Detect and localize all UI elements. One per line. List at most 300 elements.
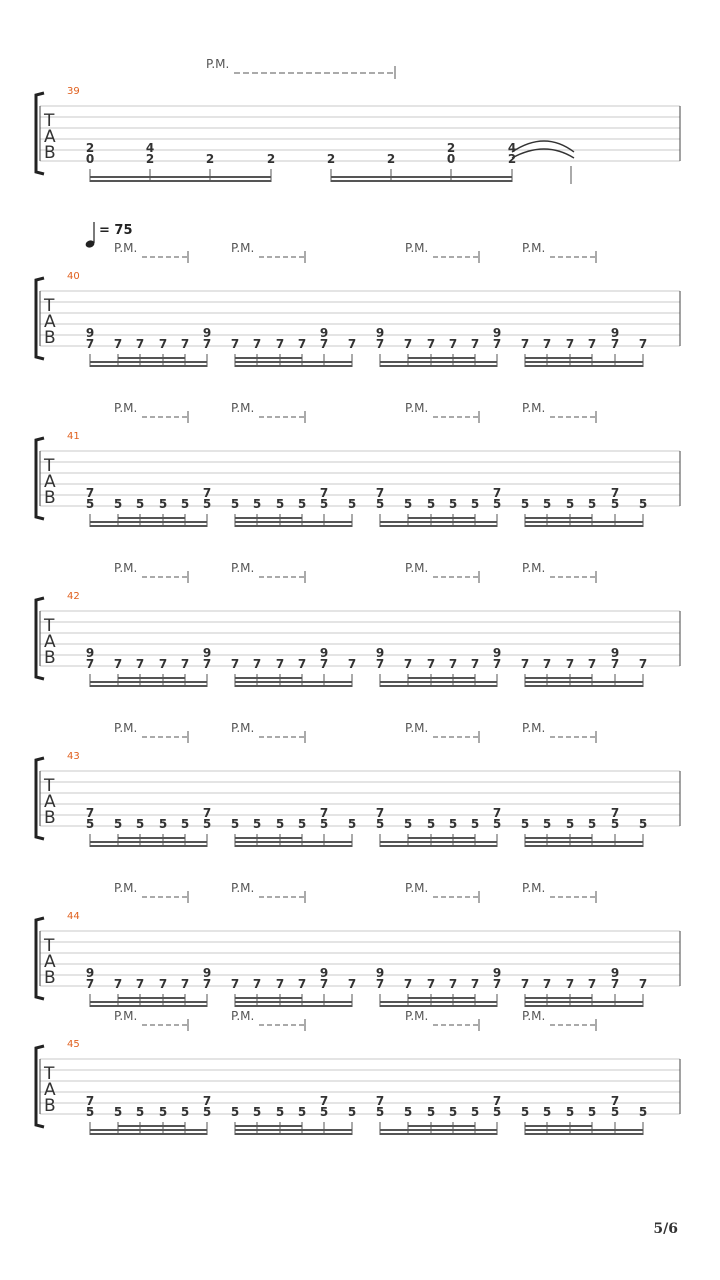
fret-number: 5	[520, 817, 530, 831]
fret-number: 7	[347, 977, 357, 991]
fret-number: 5	[180, 817, 190, 831]
fret-number: 2	[386, 152, 396, 166]
tab-clef-letter: B	[44, 328, 56, 348]
beam	[90, 841, 207, 843]
palm-mute-label: P.M.	[114, 241, 138, 255]
fret-number: 9	[85, 326, 95, 340]
fret-number: 2	[85, 141, 95, 155]
palm-mute-label: P.M.	[522, 241, 546, 255]
fret-number: 5	[230, 497, 240, 511]
beam	[380, 525, 497, 527]
beam	[235, 1133, 352, 1135]
fret-number: 5	[297, 1105, 307, 1119]
fret-number: 5	[113, 817, 123, 831]
beam	[235, 677, 302, 679]
fret-number: 5	[565, 1105, 575, 1119]
beam	[90, 1005, 207, 1007]
beam	[118, 677, 185, 679]
fret-number: 7	[113, 337, 123, 351]
beam	[380, 681, 497, 683]
beam	[525, 685, 643, 687]
fret-number: 9	[85, 646, 95, 660]
fret-number: 5	[638, 817, 648, 831]
fret-number: 5	[180, 497, 190, 511]
fret-number: 7	[252, 977, 262, 991]
fret-number: 7	[375, 657, 385, 671]
beam	[380, 1001, 497, 1003]
palm-mute-label: P.M.	[114, 721, 138, 735]
fret-number: 7	[587, 337, 597, 351]
beam	[90, 1133, 207, 1135]
beam	[90, 365, 207, 367]
fret-number: 7	[403, 657, 413, 671]
beam	[525, 997, 592, 999]
fret-number: 7	[202, 337, 212, 351]
fret-number: 5	[638, 497, 648, 511]
fret-number: 5	[470, 1105, 480, 1119]
fret-number: 9	[202, 326, 212, 340]
fret-number: 5	[610, 817, 620, 831]
tab-clef-letter: A	[44, 472, 56, 492]
beam	[235, 1001, 352, 1003]
fret-number: 7	[403, 977, 413, 991]
fret-number: 5	[610, 1105, 620, 1119]
palm-mute-label: P.M.	[114, 561, 138, 575]
fret-number: 5	[470, 817, 480, 831]
fret-number: 2	[446, 141, 456, 155]
fret-number: 5	[426, 817, 436, 831]
measure-number: 39	[67, 86, 80, 97]
palm-mute-label: P.M.	[231, 721, 255, 735]
fret-number: 5	[180, 1105, 190, 1119]
beam	[380, 845, 497, 847]
palm-mute-label: P.M.	[405, 401, 429, 415]
beam	[380, 685, 497, 687]
fret-number: 7	[638, 337, 648, 351]
beam	[90, 681, 207, 683]
fret-number: 7	[135, 657, 145, 671]
beam	[235, 357, 302, 359]
beam	[408, 517, 475, 519]
fret-number: 5	[135, 817, 145, 831]
fret-number: 5	[275, 817, 285, 831]
measure-number: 42	[67, 591, 80, 602]
fret-number: 5	[375, 817, 385, 831]
palm-mute-label: P.M.	[206, 57, 230, 71]
fret-number: 9	[202, 646, 212, 660]
tab-clef-letter: B	[44, 1096, 56, 1116]
beam	[525, 525, 643, 527]
fret-number: 5	[347, 497, 357, 511]
beam	[235, 845, 352, 847]
fret-number: 7	[85, 486, 95, 500]
fret-number: 9	[319, 966, 329, 980]
beam	[525, 1125, 592, 1127]
staff-system	[36, 241, 680, 367]
fret-number: 7	[319, 486, 329, 500]
fret-number: 5	[375, 1105, 385, 1119]
beam	[408, 1125, 475, 1127]
fret-number: 7	[610, 486, 620, 500]
palm-mute-label: P.M.	[405, 241, 429, 255]
fret-number: 9	[610, 326, 620, 340]
fret-number: 9	[319, 646, 329, 660]
fret-number: 7	[252, 657, 262, 671]
beam	[90, 180, 271, 182]
fret-number: 7	[492, 486, 502, 500]
beam	[235, 1125, 302, 1127]
fret-number: 7	[113, 657, 123, 671]
beam	[118, 837, 185, 839]
beam	[235, 365, 352, 367]
beam	[380, 521, 497, 523]
fret-number: 5	[158, 817, 168, 831]
fret-number: 9	[375, 326, 385, 340]
fret-number: 5	[347, 817, 357, 831]
tab-clef-letter: B	[44, 143, 56, 163]
fret-number: 7	[252, 337, 262, 351]
fret-number: 5	[347, 1105, 357, 1119]
fret-number: 7	[492, 977, 502, 991]
fret-number: 7	[230, 337, 240, 351]
tab-clef-letter: T	[44, 616, 55, 636]
beam	[525, 521, 643, 523]
fret-number: 5	[275, 1105, 285, 1119]
fret-number: 5	[158, 1105, 168, 1119]
palm-mute-label: P.M.	[405, 721, 429, 735]
fret-number: 7	[202, 1094, 212, 1108]
beam	[380, 1133, 497, 1135]
fret-number: 7	[85, 977, 95, 991]
measure-number: 44	[67, 911, 80, 922]
measure-number: 41	[67, 431, 80, 442]
fret-number: 5	[492, 1105, 502, 1119]
beam	[380, 1005, 497, 1007]
fret-number: 5	[520, 497, 530, 511]
fret-number: 7	[638, 977, 648, 991]
fret-number: 5	[230, 817, 240, 831]
palm-mute-label: P.M.	[522, 721, 546, 735]
fret-number: 2	[145, 152, 155, 166]
fret-number: 5	[565, 497, 575, 511]
fret-number: 5	[610, 497, 620, 511]
beam	[525, 845, 643, 847]
fret-number: 5	[113, 1105, 123, 1119]
fret-number: 7	[542, 977, 552, 991]
fret-number: 7	[297, 977, 307, 991]
fret-number: 5	[587, 1105, 597, 1119]
fret-number: 2	[266, 152, 276, 166]
fret-number: 7	[319, 1094, 329, 1108]
fret-number: 7	[542, 657, 552, 671]
fret-number: 7	[85, 657, 95, 671]
fret-number: 7	[275, 977, 285, 991]
fret-number: 7	[113, 977, 123, 991]
fret-number: 5	[113, 497, 123, 511]
fret-number: 5	[319, 1105, 329, 1119]
fret-number: 7	[319, 806, 329, 820]
fret-number: 7	[470, 977, 480, 991]
fret-number: 5	[403, 817, 413, 831]
fret-number: 5	[319, 497, 329, 511]
tab-clef-letter: A	[44, 1080, 56, 1100]
fret-number: 9	[85, 966, 95, 980]
beam	[235, 521, 352, 523]
beam	[118, 997, 185, 999]
beam	[235, 837, 302, 839]
beam	[408, 677, 475, 679]
beam	[118, 357, 185, 359]
fret-number: 7	[319, 657, 329, 671]
tab-clef-letter: T	[44, 111, 55, 131]
beam	[90, 361, 207, 363]
palm-mute-label: P.M.	[405, 1009, 429, 1023]
fret-number: 7	[448, 657, 458, 671]
fret-number: 5	[587, 817, 597, 831]
fret-number: 7	[610, 657, 620, 671]
palm-mute-label: P.M.	[114, 401, 138, 415]
fret-number: 2	[205, 152, 215, 166]
fret-number: 5	[492, 817, 502, 831]
tempo-value: = 75	[99, 223, 133, 238]
staff-system	[36, 401, 680, 527]
beam	[380, 361, 497, 363]
tab-clef-letter: T	[44, 296, 55, 316]
fret-number: 7	[520, 657, 530, 671]
fret-number: 5	[448, 1105, 458, 1119]
fret-number: 7	[85, 806, 95, 820]
beam	[90, 525, 207, 527]
beam	[408, 837, 475, 839]
fret-number: 7	[85, 337, 95, 351]
palm-mute-label: P.M.	[405, 881, 429, 895]
fret-number: 5	[448, 817, 458, 831]
fret-number: 5	[448, 497, 458, 511]
beam	[118, 1125, 185, 1127]
fret-number: 7	[158, 657, 168, 671]
fret-number: 5	[542, 817, 552, 831]
fret-number: 2	[507, 152, 517, 166]
fret-number: 9	[492, 646, 502, 660]
fret-number: 5	[403, 497, 413, 511]
beam	[235, 517, 302, 519]
palm-mute-label: P.M.	[522, 561, 546, 575]
fret-number: 5	[252, 1105, 262, 1119]
fret-number: 7	[470, 337, 480, 351]
palm-mute-label: P.M.	[231, 241, 255, 255]
fret-number: 5	[135, 497, 145, 511]
fret-number: 9	[610, 646, 620, 660]
tab-clef-letter: T	[44, 776, 55, 796]
tab-clef-letter: B	[44, 808, 56, 828]
fret-number: 5	[202, 817, 212, 831]
beam	[235, 685, 352, 687]
fret-number: 7	[492, 657, 502, 671]
beam	[525, 1005, 643, 1007]
tab-clef-letter: A	[44, 312, 56, 332]
fret-number: 4	[145, 141, 155, 155]
fret-number: 9	[492, 326, 502, 340]
fret-number: 5	[520, 1105, 530, 1119]
palm-mute-label: P.M.	[231, 1009, 255, 1023]
beam	[525, 365, 643, 367]
fret-number: 5	[85, 497, 95, 511]
fret-number: 5	[565, 817, 575, 831]
fret-number: 5	[375, 497, 385, 511]
fret-number: 7	[202, 977, 212, 991]
fret-number: 5	[85, 817, 95, 831]
fret-number: 7	[610, 806, 620, 820]
fret-number: 7	[492, 337, 502, 351]
fret-number: 5	[297, 497, 307, 511]
beam	[380, 841, 497, 843]
tab-clef-letter: A	[44, 127, 56, 147]
beam	[235, 841, 352, 843]
fret-number: 5	[426, 497, 436, 511]
fret-number: 5	[230, 1105, 240, 1119]
measure-number: 45	[67, 1039, 80, 1050]
palm-mute-label: P.M.	[231, 401, 255, 415]
fret-number: 5	[426, 1105, 436, 1119]
fret-number: 5	[275, 497, 285, 511]
fret-number: 0	[446, 152, 456, 166]
fret-number: 7	[375, 977, 385, 991]
fret-number: 9	[492, 966, 502, 980]
beam	[525, 841, 643, 843]
palm-mute-label: P.M.	[231, 881, 255, 895]
fret-number: 5	[85, 1105, 95, 1119]
fret-number: 7	[470, 657, 480, 671]
beam	[90, 176, 271, 178]
fret-number: 7	[375, 1094, 385, 1108]
fret-number: 7	[492, 1094, 502, 1108]
beam	[118, 517, 185, 519]
fret-number: 7	[319, 977, 329, 991]
fret-number: 7	[565, 337, 575, 351]
palm-mute-label: P.M.	[114, 1009, 138, 1023]
beam	[525, 681, 643, 683]
fret-number: 5	[470, 497, 480, 511]
fret-number: 7	[275, 337, 285, 351]
measure-number: 43	[67, 751, 80, 762]
beam	[90, 685, 207, 687]
fret-number: 7	[426, 977, 436, 991]
fret-number: 9	[375, 646, 385, 660]
measure-number: 40	[67, 271, 80, 282]
fret-number: 7	[587, 977, 597, 991]
fret-number: 7	[135, 977, 145, 991]
beam	[525, 677, 592, 679]
fret-number: 7	[610, 337, 620, 351]
beam	[331, 180, 512, 182]
fret-number: 7	[347, 337, 357, 351]
beam	[235, 681, 352, 683]
tab-clef-letter: A	[44, 632, 56, 652]
beam	[525, 517, 592, 519]
staff-system	[36, 57, 680, 184]
fret-number: 9	[319, 326, 329, 340]
fret-number: 7	[565, 977, 575, 991]
fret-number: 5	[492, 497, 502, 511]
fret-number: 5	[403, 1105, 413, 1119]
fret-number: 0	[85, 152, 95, 166]
beam	[90, 1001, 207, 1003]
beam	[525, 1001, 643, 1003]
fret-number: 7	[85, 1094, 95, 1108]
beam	[408, 357, 475, 359]
beam	[90, 845, 207, 847]
beam	[525, 1133, 643, 1135]
beam	[235, 1129, 352, 1131]
fret-number: 9	[202, 966, 212, 980]
fret-number: 7	[638, 657, 648, 671]
beam	[380, 365, 497, 367]
fret-number: 5	[638, 1105, 648, 1119]
fret-number: 7	[297, 337, 307, 351]
beam	[235, 361, 352, 363]
staff-system	[36, 1009, 680, 1135]
beam	[235, 1005, 352, 1007]
fret-number: 5	[135, 1105, 145, 1119]
fret-number: 5	[158, 497, 168, 511]
tab-clef-letter: B	[44, 968, 56, 988]
fret-number: 7	[202, 806, 212, 820]
fret-number: 7	[375, 486, 385, 500]
fret-number: 7	[135, 337, 145, 351]
fret-number: 7	[520, 337, 530, 351]
staff-system	[36, 561, 680, 687]
palm-mute-label: P.M.	[522, 401, 546, 415]
fret-number: 7	[610, 977, 620, 991]
palm-mute-label: P.M.	[522, 1009, 546, 1023]
fret-number: 9	[610, 966, 620, 980]
staff-system	[36, 721, 680, 847]
fret-number: 7	[202, 657, 212, 671]
fret-number: 7	[426, 657, 436, 671]
fret-number: 5	[252, 817, 262, 831]
palm-mute-label: P.M.	[522, 881, 546, 895]
fret-number: 7	[347, 657, 357, 671]
fret-number: 7	[158, 337, 168, 351]
fret-number: 7	[230, 657, 240, 671]
fret-number: 7	[180, 657, 190, 671]
tab-clef-letter: A	[44, 792, 56, 812]
fret-number: 7	[180, 977, 190, 991]
fret-number: 7	[158, 977, 168, 991]
palm-mute-label: P.M.	[114, 881, 138, 895]
fret-number: 7	[448, 977, 458, 991]
tab-clef-letter: T	[44, 936, 55, 956]
tab-clef-letter: T	[44, 1064, 55, 1084]
beam	[235, 525, 352, 527]
palm-mute-label: P.M.	[405, 561, 429, 575]
fret-number: 7	[375, 337, 385, 351]
beam	[525, 361, 643, 363]
fret-number: 9	[375, 966, 385, 980]
fret-number: 5	[587, 497, 597, 511]
beam	[235, 997, 302, 999]
beam	[90, 521, 207, 523]
fret-number: 7	[520, 977, 530, 991]
fret-number: 7	[375, 806, 385, 820]
fret-number: 7	[230, 977, 240, 991]
tab-clef-letter: B	[44, 648, 56, 668]
fret-number: 7	[448, 337, 458, 351]
fret-number: 7	[610, 1094, 620, 1108]
fret-number: 5	[542, 497, 552, 511]
tab-clef-letter: T	[44, 456, 55, 476]
fret-number: 7	[426, 337, 436, 351]
